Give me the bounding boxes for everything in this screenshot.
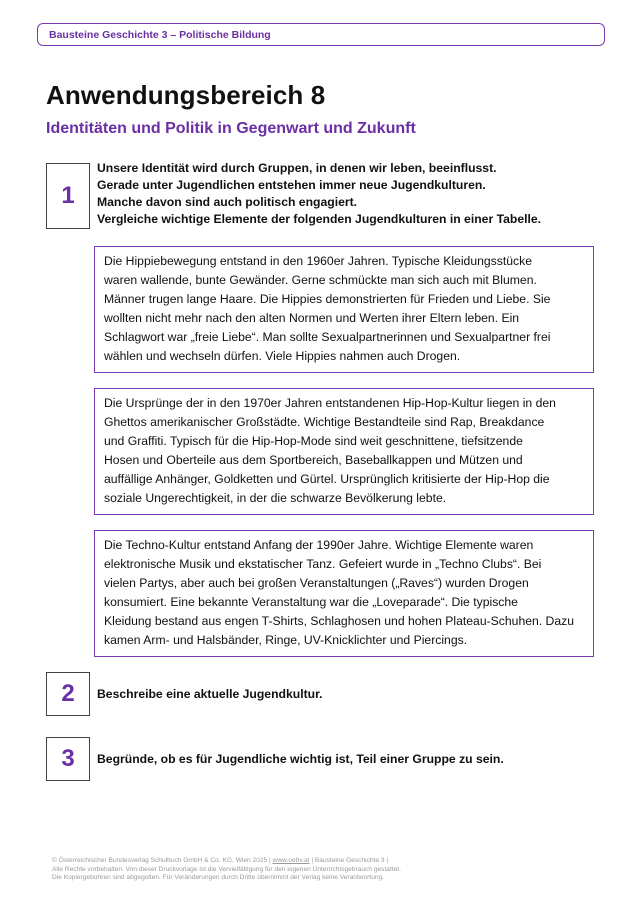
task-1-text: [97, 160, 541, 228]
info-line: Schlagwort war „freie Liebe“. Man sollte Sexualpartnerinnen und Sexualpartner frei: [104, 330, 551, 344]
footer-line-1: [52, 857, 401, 866]
info-line: kamen Arm- und Halsbänder, Ringe, UV-Knicklichter und Piercings.: [104, 633, 468, 647]
info-line: waren wallende, bunte Gewänder. Gerne schmückte man sich auch mit Blumen.: [104, 273, 537, 287]
footer-copyright: © Österreichischer Bundesverlag Schulbuch GmbH & Co. KG, Wien 2025 |: [52, 857, 273, 864]
footer: [52, 857, 401, 883]
info-line: konsumiert. Eine bekannte Veranstaltung war die „Loveparade“. Die typische: [104, 595, 518, 609]
header-bar: [37, 23, 605, 46]
footer-line-2: Alle Rechte vorbehalten. Von dieser Druckvorlage ist die Vervielfältigung für den eigenen Unterrichtsgebrauch gestattet.: [52, 865, 401, 873]
info-box-techno: [94, 530, 594, 657]
info-line: Die Ursprünge der in den 1970er Jahren entstandenen Hip-Hop-Kultur liegen in den: [104, 396, 556, 410]
task-3-text: Begründe, ob es für Jugendliche wichtig ist, Teil einer Gruppe zu sein.: [97, 752, 504, 766]
info-line: soziale Ungerechtigkeit, in der die schwarze Bevölkerung lebte.: [104, 491, 447, 505]
page-title: Anwendungsbereich 8: [46, 80, 326, 110]
info-line: Kleidung bestand aus engen T-Shirts, Schlaghosen und hohen Plateau-Schuhen. Dazu: [104, 614, 575, 628]
task-1-line: Vergleiche wichtige Elemente der folgenden Jugendkulturen in einer Tabelle.: [97, 212, 542, 226]
header-title: Bausteine Geschichte 3 – Politische Bildung: [49, 29, 271, 41]
info-line: Die Hippiebewegung entstand in den 1960er Jahren. Typische Kleidungsstücke: [104, 254, 532, 268]
footer-line-3: Die Kopiergebühren sind abgegolten. Für Veränderungen durch Dritte übernimmt der Verlag keine Verantwortung.: [52, 874, 385, 882]
info-box-hiphop: [94, 388, 594, 515]
info-line: wollten nicht mehr nach den alten Normen und Werten ihrer Eltern leben. Ein: [104, 311, 520, 325]
info-line: Männer trugen lange Haare. Die Hippies demonstrierten für Frieden und Liebe. Sie: [104, 292, 551, 306]
task-1-line: Manche davon sind auch politisch engagiert.: [97, 195, 358, 209]
task-1-line: Unsere Identität wird durch Gruppen, in denen wir leben, beeinflusst.: [97, 161, 497, 175]
info-line: vielen Partys, aber auch bei großen Veranstaltungen („Raves“) wurden Drogen: [104, 576, 529, 590]
task-2-text: Beschreibe eine aktuelle Jugendkultur.: [97, 687, 323, 701]
info-line: wählen und wechseln dürfen. Viele Hippies nahmen auch Drogen.: [104, 349, 461, 363]
task-2-number: 2: [46, 672, 90, 716]
footer-book: | Bausteine Geschichte 3 |: [309, 857, 389, 864]
page-subtitle: Identitäten und Politik in Gegenwart und Zukunft: [46, 120, 416, 137]
info-line: auffällige Anhänger, Goldketten und Gürtel. Ursprünglich kritisierte der Hip-Hop die: [104, 472, 550, 486]
info-line: elektronische Musik und ekstatischer Tanz. Gefeiert wurde in „Techno Clubs“. Bei: [104, 557, 542, 571]
task-1-number: 1: [46, 163, 90, 229]
footer-link[interactable]: www.oebv.at: [272, 857, 310, 864]
task-1-line: Gerade unter Jugendlichen entstehen immer neue Jugendkulturen.: [97, 178, 486, 192]
info-line: Hosen und Oberteile aus dem Sportbereich, Baseballkappen und Mützen und: [104, 453, 523, 467]
info-line: Die Techno-Kultur entstand Anfang der 1990er Jahre. Wichtige Elemente waren: [104, 538, 534, 552]
info-box-hippie: [94, 246, 594, 373]
info-line: Ghettos amerikanischer Großstädte. Wichtige Bestandteile sind Rap, Breakdance: [104, 415, 545, 429]
info-line: und Graffiti. Typisch für die Hip-Hop-Mode sind weit geschnittene, tiefsitzende: [104, 434, 523, 448]
task-3-number: 3: [46, 737, 90, 781]
